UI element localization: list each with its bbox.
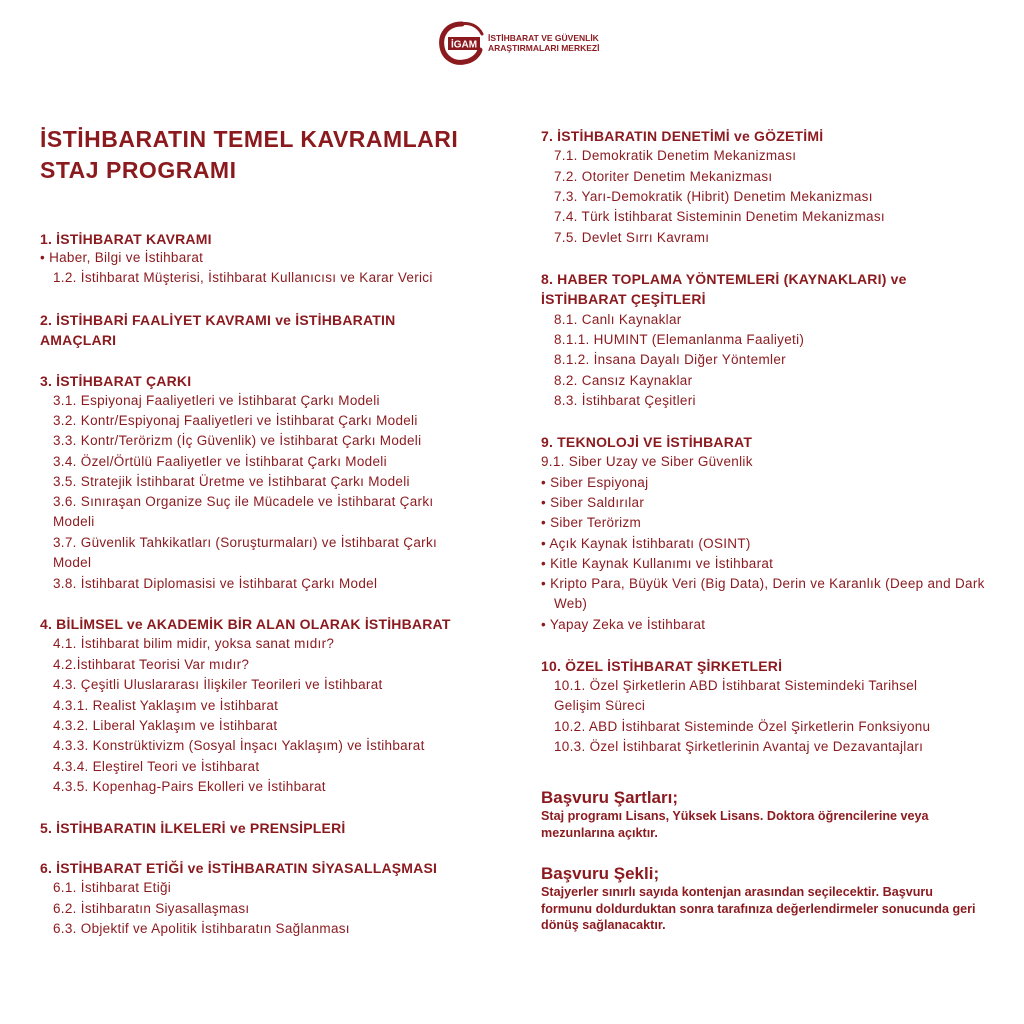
list-item: • Kripto Para, Büyük Veri (Big Data), Derin ve Karanlık (Deep and Dark Web) — [541, 576, 985, 612]
list-item: 8.3. İstihbarat Çeşitleri — [554, 393, 696, 408]
section-heading: 10. ÖZEL İSTİHBARAT ŞİRKETLERİ — [541, 658, 783, 674]
logo-wordmark: İGAM — [450, 39, 478, 51]
list-item: • Kitle Kaynak Kullanımı ve İstihbarat — [541, 556, 774, 571]
list-item: 3.3. Kontr/Terörizm (İç Güvenlik) ve İstihbarat Çarkı Modeli — [53, 433, 422, 448]
section-heading: 3. İSTİHBARAT ÇARKI — [40, 373, 192, 389]
list-item: 7.1. Demokratik Denetim Mekanizması — [554, 148, 797, 163]
list-item: 7.5. Devlet Sırrı Kavramı — [554, 230, 710, 245]
list-item: 3.8. İstihbarat Diplomasisi ve İstihbarat Çarkı Model — [53, 576, 378, 591]
list-item: • Haber, Bilgi ve İstihbarat — [40, 250, 204, 265]
list-item: • Siber Espiyonaj — [541, 475, 649, 490]
list-item: • Açık Kaynak İstihbaratı (OSINT) — [541, 536, 751, 551]
org-name-line1: İSTİHBARAT VE GÜVENLİK — [488, 33, 599, 43]
list-item: 4.3.2. Liberal Yaklaşım ve İstihbarat — [53, 718, 278, 733]
section-heading: 1. İSTİHBARAT KAVRAMI — [40, 231, 212, 247]
igam-logo — [436, 20, 606, 70]
list-item: • Yapay Zeka ve İstihbarat — [541, 617, 706, 632]
list-item: 3.5. Stratejik İstihbarat Üretme ve İstihbarat Çarkı Modeli — [53, 474, 410, 489]
list-item: 4.1. İstihbarat bilim midir, yoksa sanat mıdır? — [53, 636, 335, 651]
list-item: 8.1. Canlı Kaynaklar — [554, 312, 682, 327]
list-item: 4.3.4. Eleştirel Teori ve İstihbarat — [53, 759, 260, 774]
title-line1: İSTİHBARATIN TEMEL KAVRAMLARI — [40, 126, 459, 152]
list-item: 9.1. Siber Uzay ve Siber Güvenlik — [541, 454, 753, 469]
method-text: Stajyerler sınırlı sayıda kontenjan arasından seçilecektir. Başvuru formunu doldurduktan sonra tarafınıza değerlendirmeler sonucunda geri dönüş sağlanacaktır. — [541, 885, 976, 932]
page-title — [40, 124, 458, 186]
igam-emblem-icon — [436, 20, 488, 68]
conditions-title: Başvuru Şartları; — [541, 788, 678, 807]
list-item: 3.2. Kontr/Espiyonaj Faaliyetleri ve İstihbarat Çarkı Modeli — [53, 413, 418, 428]
section-heading: 2. İSTİHBARİ FAALİYET KAVRAMI ve İSTİHBARATIN AMAÇLARI — [40, 312, 396, 348]
list-item: 3.4. Özel/Örtülü Faaliyetler ve İstihbarat Çarkı Modeli — [53, 454, 387, 469]
org-name-line2: ARAŞTIRMALARI MERKEZİ — [488, 43, 600, 53]
list-item: • Siber Saldırılar — [541, 495, 645, 510]
method-title: Başvuru Şekli; — [541, 864, 660, 883]
list-item: • Siber Terörizm — [541, 515, 642, 530]
list-item: 6.1. İstihbarat Etiği — [53, 880, 172, 895]
list-item: 10.2. ABD İstihbarat Sisteminde Özel Şirketlerin Fonksiyonu — [554, 719, 931, 734]
list-item: 8.2. Cansız Kaynaklar — [554, 373, 693, 388]
list-item: 3.1. Espiyonaj Faaliyetleri ve İstihbarat Çarkı Modeli — [53, 393, 380, 408]
list-item: 4.3. Çeşitli Uluslararası İlişkiler Teorileri ve İstihbarat — [53, 677, 383, 692]
section-heading: 6. İSTİHBARAT ETİĞİ ve İSTİHBARATIN SİYASALLAŞMASI — [40, 860, 438, 876]
list-item: 7.3. Yarı-Demokratik (Hibrit) Denetim Mekanizması — [554, 189, 873, 204]
list-item: 7.2. Otoriter Denetim Mekanizması — [554, 169, 773, 184]
list-item: 10.1. Özel Şirketlerin ABD İstihbarat Sistemindeki Tarihsel Gelişim Süreci — [554, 678, 918, 714]
title-line2: STAJ PROGRAMI — [40, 157, 237, 183]
list-item: 4.2.İstihbarat Teorisi Var mıdır? — [53, 657, 250, 672]
list-item: 1.2. İstihbarat Müşterisi, İstihbarat Kullanıcısı ve Karar Verici — [53, 270, 433, 285]
section-heading: 7. İSTİHBARATIN DENETİMİ ve GÖZETİMİ — [541, 128, 824, 144]
list-item: 8.1.1. HUMINT (Elemanlanma Faaliyeti) — [554, 332, 805, 347]
list-item: 6.2. İstihbaratın Siyasallaşması — [53, 901, 250, 916]
list-item: 8.1.2. İnsana Dayalı Diğer Yöntemler — [554, 352, 786, 367]
list-item: 10.3. Özel İstihbarat Şirketlerinin Avantaj ve Dezavantajları — [554, 739, 924, 754]
list-item: 3.7. Güvenlik Tahkikatları (Soruşturmaları) ve İstihbarat Çarkı Model — [53, 535, 438, 571]
list-item: 3.6. Sınıraşan Organize Suç ile Mücadele ve İstihbarat Çarkı Modeli — [53, 494, 434, 530]
section-heading: 5. İSTİHBARATIN İLKELERİ ve PRENSİPLERİ — [40, 820, 346, 836]
section-heading: 9. TEKNOLOJİ VE İSTİHBARAT — [541, 434, 753, 450]
conditions-text: Staj programı Lisans, Yüksek Lisans. Doktora öğrencilerine veya mezunlarına açıktır. — [541, 809, 929, 840]
list-item: 4.3.3. Konstrüktivizm (Sosyal İnşacı Yaklaşım) ve İstihbarat — [53, 738, 425, 753]
section-heading: 8. HABER TOPLAMA YÖNTEMLERİ (KAYNAKLARI) ve İSTİHBARAT ÇEŞİTLERİ — [541, 271, 907, 307]
list-item: 6.3. Objektif ve Apolitik İstihbaratın Sağlanması — [53, 921, 350, 936]
section-heading: 4. BİLİMSEL ve AKADEMİK BİR ALAN OLARAK İSTİHBARAT — [40, 616, 451, 632]
list-item: 4.3.5. Kopenhag-Pairs Ekolleri ve İstihbarat — [53, 779, 326, 794]
list-item: 7.4. Türk İstihbarat Sisteminin Denetim Mekanizması — [554, 209, 885, 224]
list-item: 4.3.1. Realist Yaklaşım ve İstihbarat — [53, 698, 279, 713]
